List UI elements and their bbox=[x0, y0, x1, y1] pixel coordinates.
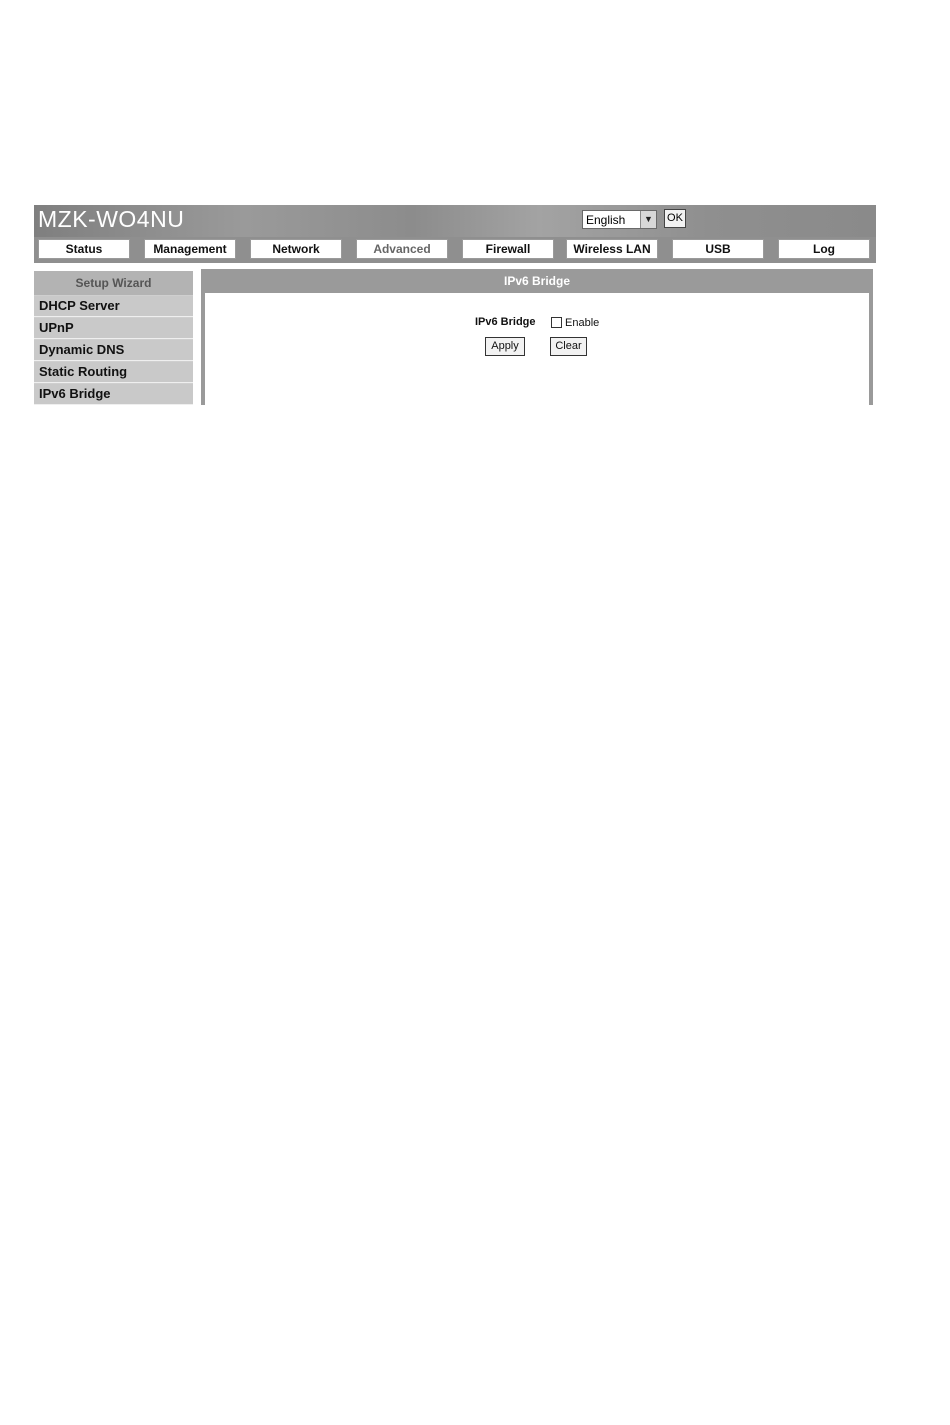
sidebar-item-dhcp-server[interactable]: DHCP Server bbox=[34, 296, 193, 317]
app-title: MZK-WO4NU bbox=[38, 206, 185, 232]
top-nav bbox=[34, 237, 876, 263]
language-ok-button[interactable]: OK bbox=[664, 209, 686, 228]
nav-advanced[interactable]: Advanced bbox=[356, 239, 448, 259]
settings-form bbox=[205, 293, 869, 405]
ipv6-bridge-label: IPv6 Bridge bbox=[475, 316, 536, 328]
nav-status[interactable]: Status bbox=[38, 239, 130, 259]
page-title: IPv6 Bridge bbox=[503, 274, 571, 288]
apply-button[interactable]: Apply bbox=[485, 337, 525, 356]
nav-network[interactable]: Network bbox=[250, 239, 342, 259]
sidebar-item-static-routing[interactable]: Static Routing bbox=[34, 362, 193, 383]
header-bar bbox=[34, 205, 876, 237]
clear-button[interactable]: Clear bbox=[550, 337, 587, 356]
ipv6-bridge-enable-checkbox[interactable] bbox=[551, 317, 562, 328]
sidebar bbox=[34, 271, 193, 405]
enable-label: Enable bbox=[565, 317, 600, 329]
nav-usb[interactable]: USB bbox=[672, 239, 764, 259]
language-value: English bbox=[586, 213, 626, 227]
main-panel bbox=[201, 269, 873, 405]
language-select[interactable] bbox=[582, 210, 657, 229]
sidebar-item-upnp[interactable]: UPnP bbox=[34, 318, 193, 339]
nav-log[interactable]: Log bbox=[778, 239, 870, 259]
sidebar-setup-wizard[interactable]: Setup Wizard bbox=[34, 271, 193, 295]
nav-management[interactable]: Management bbox=[144, 239, 236, 259]
nav-firewall[interactable]: Firewall bbox=[462, 239, 554, 259]
nav-wireless-lan[interactable]: Wireless LAN bbox=[566, 239, 658, 259]
sidebar-item-ipv6-bridge[interactable]: IPv6 Bridge bbox=[34, 384, 193, 405]
sidebar-item-dynamic-dns[interactable]: Dynamic DNS bbox=[34, 340, 193, 361]
router-admin-window bbox=[34, 205, 876, 405]
chevron-down-icon[interactable]: ▼ bbox=[640, 211, 656, 228]
